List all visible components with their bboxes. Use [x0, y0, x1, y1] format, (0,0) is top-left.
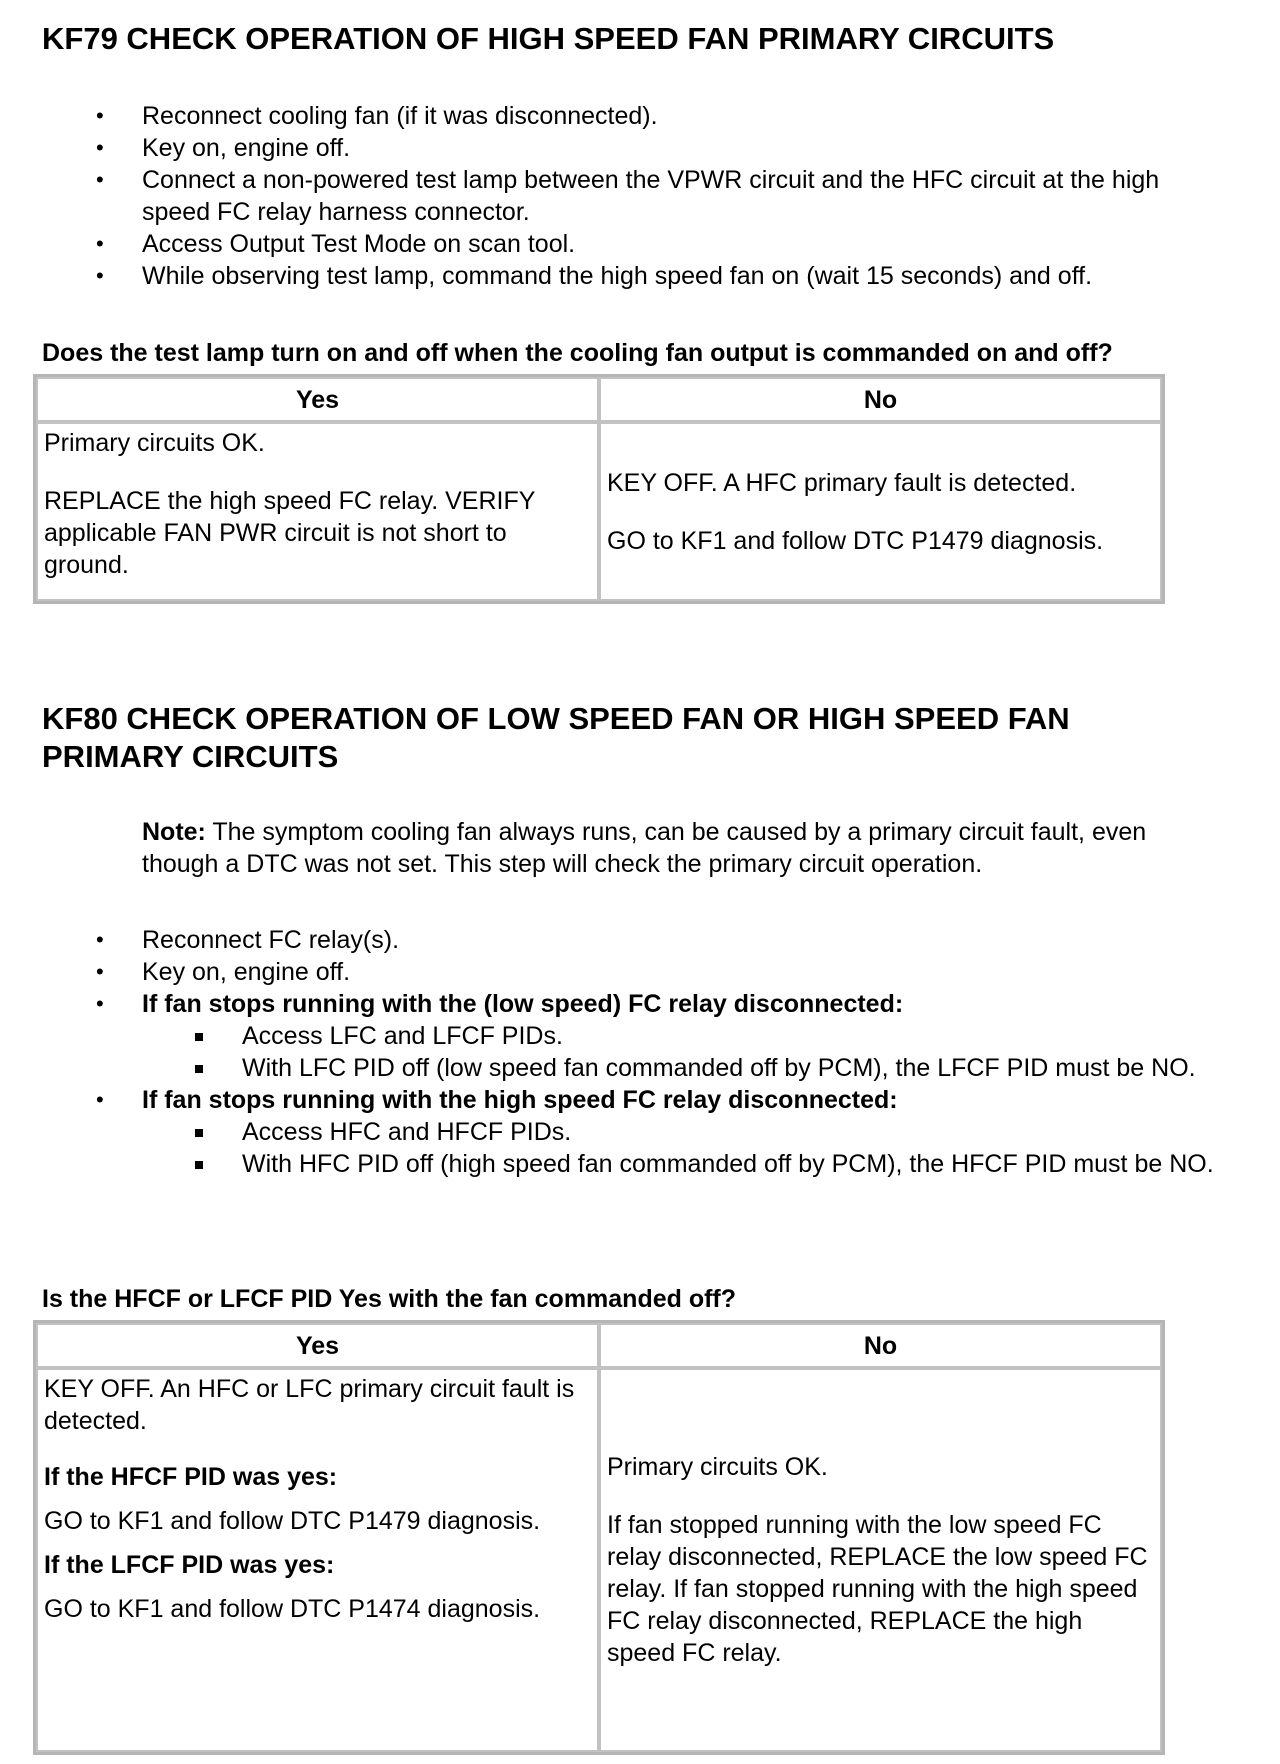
kf79-result-table	[33, 374, 1165, 604]
kf79-question: Does the test lamp turn on and off when the cooling fan output is commanded on and off?	[42, 339, 1113, 367]
kf80-yes-cell	[36, 1368, 599, 1752]
kf80-step: • Reconnect FC relay(s).	[0, 924, 1232, 956]
note-text: The symptom cooling fan always runs, can be caused by a primary circuit fault, even though a DTC was not set. This step will check the primary circuit operation.	[142, 818, 1147, 878]
kf80-no-cell	[599, 1368, 1162, 1752]
kf79-no-cell	[599, 422, 1162, 601]
kf80-question: Is the HFCF or LFCF PID Yes with the fan commanded off?	[42, 1285, 737, 1313]
kf79-yes-line: REPLACE the high speed FC relay. VERIFY applicable FAN PWR circuit is not short to ground.	[44, 487, 535, 579]
kf80-title: KF80 CHECK OPERATION OF LOW SPEED FAN OR HIGH SPEED FAN PRIMARY CIRCUITS	[42, 701, 1070, 774]
kf80-note	[142, 816, 1222, 880]
condition-high-substeps	[142, 1116, 1232, 1180]
kf80-step: • Key on, engine off.	[0, 956, 1232, 988]
kf80-hfcf-action: GO to KF1 and follow DTC P1479 diagnosis.	[44, 1507, 541, 1535]
kf79-step: • While observing test lamp, command the high speed fan on (wait 15 seconds) and off.	[0, 260, 1232, 292]
kf80-no-line: Primary circuits OK.	[607, 1453, 828, 1481]
kf80-table-row	[36, 1368, 1162, 1752]
kf79-no-header: No	[599, 377, 1162, 422]
kf80-result-table	[33, 1320, 1165, 1755]
kf80-no-line: If fan stopped running with the low speed FC relay disconnected, REPLACE the low speed FC relay. If fan stopped running with the high speed FC relay disconnected, REPLACE the high speed FC relay.	[607, 1511, 1148, 1667]
kf80-condition-low	[0, 988, 1232, 1084]
kf80-yes-header: Yes	[36, 1323, 599, 1368]
kf80-step-list	[0, 924, 1232, 1180]
kf80-lfcf-heading: If the LFCF PID was yes:	[44, 1551, 335, 1579]
kf79-step: • Access Output Test Mode on scan tool.	[0, 228, 1232, 260]
condition-high-lead: If fan stops running with the high speed FC relay disconnected:	[142, 1086, 898, 1114]
kf79-step: • Connect a non-powered test lamp between the VPWR circuit and the HFC circuit at the high speed FC relay harness connector.	[0, 164, 1232, 228]
kf79-step: • Reconnect cooling fan (if it was disconnected).	[0, 100, 1232, 132]
kf79-table-header-row	[36, 377, 1162, 422]
kf80-condition-high	[0, 1084, 1232, 1180]
kf79-step: • Key on, engine off.	[0, 132, 1232, 164]
kf79-title: KF79 CHECK OPERATION OF HIGH SPEED FAN PRIMARY CIRCUITS	[42, 21, 1055, 56]
kf80-substep: With LFC PID off (low speed fan commanded off by PCM), the LFCF PID must be NO.	[142, 1052, 1242, 1084]
note-label: Note:	[142, 818, 206, 846]
kf80-substep: Access HFC and HFCF PIDs.	[142, 1116, 1242, 1148]
kf79-yes-line: Primary circuits OK.	[44, 429, 265, 457]
kf79-no-line: GO to KF1 and follow DTC P1479 diagnosis.	[607, 526, 1104, 555]
kf80-substep: Access LFC and LFCF PIDs.	[142, 1020, 1242, 1052]
condition-low-substeps	[142, 1020, 1232, 1084]
kf80-table-header-row	[36, 1323, 1162, 1368]
kf80-no-header: No	[599, 1323, 1162, 1368]
condition-low-lead: If fan stops running with the (low speed) FC relay disconnected:	[142, 990, 904, 1018]
kf79-yes-cell	[36, 422, 599, 601]
kf80-lfcf-action: GO to KF1 and follow DTC P1474 diagnosis.	[44, 1595, 541, 1623]
kf80-hfcf-heading: If the HFCF PID was yes:	[44, 1463, 338, 1491]
kf79-no-line: KEY OFF. A HFC primary fault is detected.	[607, 468, 1077, 497]
kf80-yes-intro: KEY OFF. An HFC or LFC primary circuit fault is detected.	[44, 1375, 575, 1435]
kf79-yes-header: Yes	[36, 377, 599, 422]
kf79-table-row	[36, 422, 1162, 601]
kf80-substep: With HFC PID off (high speed fan commanded off by PCM), the HFCF PID must be NO.	[142, 1148, 1242, 1180]
kf79-step-list	[0, 100, 1232, 292]
